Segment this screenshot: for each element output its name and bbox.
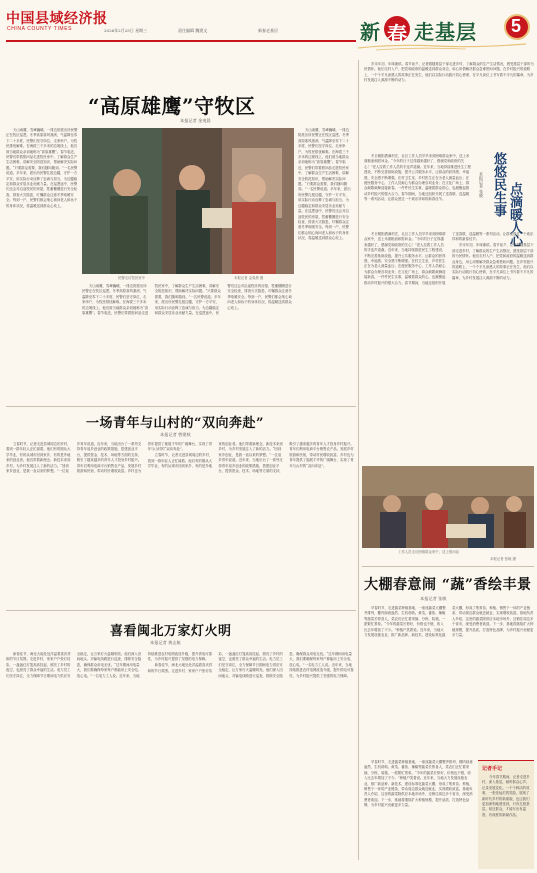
article1-headline: “高原雄鹰”守牧区	[88, 94, 256, 118]
article1-photo	[82, 128, 294, 274]
article1-col-1: 天山南麓，雪峰巍峨，一排边防派出所民警正在牧区巡逻。冬季高原寒风凛冽，气温降至零下二十多度，民警们坚守岗位，走家串户，为牧民排忧解难。在海拔三千多米的边境线上，他们被当地群众亲切地称为“高原雄鹰”。春节临近，民警们带着慰问品走进牧民家中，了解群众生产生活困难，讲解安全防范知识，帮助解决实际问题。“只要群众需要，我们随叫随到。”一名民警说道。多年来，派出所民警扎根边疆，守护一方平安，用实际行动诠释了忠诚与担当，为边疆稳定和群众安居乐业贡献力量。在巡逻途中，民警们还会对沿途牧民的房屋、牲畜棚圈进行安全检查，排查火灾隐患，叮嘱群众注意冬季取暖安全。每到一户，民警们都会细心询问老人和孩子的身体状况，将温暖送到群众心坎上。	[6, 128, 78, 208]
masthead-title-en: CHINA COUNTY TIMES	[7, 26, 73, 32]
article3-body-cont: 早春时节，走进蔬菜种植基地，一座座蔬菜大棚整齐排列，棚内绿意盎然，生机勃勃。黄瓜、番茄、辣椒等蔬菜长势喜人，菜农们正忙着采摘、分拣、装箱，一派繁忙景象。“今年的蔬菜长势好，价格也不错，收入比去年增加了不少。”种植户笑着说。近年来，当地大力发展设施农业，推广新品种、新技术，建设标准化蔬菜大棚，形成了集育苗、种植、销售于一体的产业链条，带动周边群众就近就业，实现增收致富。基地负责人介绍，这里的蔬菜除供应本地市场外，还销往周边多个省市，深受消费者欢迎。下一步，基地将继续扩大种植规模，提升品质，打造特色品牌，为乡村振兴贡献更多力量。	[364, 760, 473, 808]
sidebar-photo-credit: 本报记者 张晓 摄	[490, 557, 516, 561]
reporter-notes-box	[478, 760, 534, 869]
page-number: 5	[511, 16, 522, 36]
sidebar-intro: 岁末年初，年味渐浓。春节前夕，记者跟随基层干部走进乡村，了解群众的生产生活情况，感受基层干部的为民情怀。他们走村入户，把党和政府的温暖送到群众身边，用心用情解决群众急难愁盼问题。在乡村振兴的道路上，一个个平凡而感人的故事正在发生，他们以实际行动践行初心使命，在平凡岗位上书写着不平凡的篇章，为乡村发展注入源源不断的动力。	[364, 62, 534, 83]
masthead-rule	[6, 40, 356, 42]
masthead-title: 中国县域经济报	[6, 11, 108, 27]
article1-col-3: 天山南麓，雪峰巍峨，一排边防派出所民警正在牧区巡逻。冬季高原寒风凛冽，气温降至零下二十多度，民警们坚守岗位，走家串户，为牧民排忧解难。在海拔三千多米的边境线上，他们被当地群众亲切地称为“高原雄鹰”。春节临近，民警们带着慰问品走进牧民家中，了解群众生产生活困难，讲解安全防范知识，帮助解决实际问题。“只要群众需要，我们随叫随到。”一名民警说道。多年来，派出所民警扎根边疆，守护一方平安，用实际行动诠释了忠诚与担当，为边疆稳定和群众安居乐业贡献力量。在巡逻途中，民警们还会对沿途牧民的房屋、牲畜棚圈进行安全检查，排查火灾隐患，叮嘱群众注意冬季取暖安全。每到一户，民警们都会细心询问老人和孩子的身体状况，将温暖送到群众心坎上。	[298, 128, 351, 241]
article2-byline: 本报记者 曾建秋	[160, 432, 191, 437]
banner-text-spring: 春	[387, 22, 407, 46]
article3-body: 早春时节，走进蔬菜种植基地，一座座蔬菜大棚整齐排列，棚内绿意盎然，生机勃勃。黄瓜、番茄、辣椒等蔬菜长势喜人，菜农们正忙着采摘、分拣、装箱，一派繁忙景象。“今年的蔬菜长势好，价格也不错，收入比去年增加了不少。”种植户笑着说。近年来，当地大力发展设施农业，推广新品种、新技术，建设标准化蔬菜大棚，形成了集育苗、种植、销售于一体的产业链条，带动周边群众就近就业，实现增收致富。基地负责人介绍，这里的蔬菜除供应本地市场外，还销往周边多个省市，深受消费者欢迎。下一步，基地将继续扩大种植规模，提升品质，打造特色品牌，为乡村振兴贡献更多力量。	[364, 606, 534, 638]
reporter-notes-title: 记者手记	[482, 766, 503, 772]
article2-headline: 一场青年与山村的“双向奔赴”	[86, 416, 264, 431]
sidebar-divider	[358, 60, 359, 860]
sidebar-photo-caption: 工作人员走访困难群众家中，送上慰问品	[398, 550, 460, 554]
sidebar-col-left: 冬日暖阳洒满村庄，社区工作人员早早来到困难群众家中，送上米面粮油和慰问金。“今年的日子过得越来越好了，感谢党和政府的关心！”老人拉着工作人员的手连声道谢。近年来，当地持续推进民生工程建设，不断完善基础设施，提升公共服务水平，让群众的获得感、幸福感、安全感不断增强。在村卫生室，乡村医生正在为老人测量血压；在便民服务中心，工作人员耐心为群众办理各项业务；在文化广场上，群众载歌载舞迎接新春。一件件民生实事，温暖着群众的心，也凝聚起推动乡村振兴的强大合力。春节期间，当地还组织开展了送春联、送温暖等一系列活动，让群众度过一个欢乐祥和的新春佳节。	[364, 154, 471, 202]
banner-text-pre: 新	[360, 20, 380, 44]
sidebar-byline: 本报记者 张晓	[479, 172, 484, 198]
sidebar-title-2: 点滴暖人心	[507, 182, 522, 247]
sidebar-photo	[362, 466, 534, 548]
article1-photo-caption: 民警走访牧民家中	[118, 276, 146, 280]
banner-text-post: 走基层	[414, 20, 477, 44]
divider-left-2	[6, 610, 356, 611]
page-proof: 新春走基层	[258, 28, 278, 33]
page-editor: 责任编辑 魏建文	[178, 28, 208, 33]
sidebar-divider-2	[362, 566, 534, 567]
article1-col-2: 天山南麓，雪峰巍峨，一排边防派出所民警正在牧区巡逻。冬季高原寒风凛冽，气温降至零下二十多度，民警们坚守岗位，走家串户，为牧民排忧解难。在海拔三千多米的边境线上，他们被当地群众亲切地称为“高原雄鹰”。春节临近，民警们带着慰问品走进牧民家中，了解群众生产生活困难，讲解安全防范知识，帮助解决实际问题。“只要群众需要，我们随叫随到。”一名民警说道。多年来，派出所民警扎根边疆，守护一方平安，用实际行动诠释了忠诚与担当，为边疆稳定和群众安居乐业贡献力量。在巡逻途中，民警们还会对沿途牧民的房屋、牲畜棚圈进行安全检查，排查火灾隐患，叮嘱群众注意冬季取暖安全。每到一户，民警们都会细心询问老人和孩子的身体状况，将温暖送到群众心坎上。	[82, 284, 292, 316]
reporter-notes-body: 今年春节期间，记者走进乡村，深入基层，倾听群众心声，记录发展变化。一个个鲜活的故事，一张张灿烂的笑脸，展现了新时代乡村的新面貌，也让我们更加深刻地感受到，只有扎根基层、贴近群众，才能写出有温度、有深度的新闻作品。	[482, 775, 530, 817]
article4-headline: 喜看闽北万家灯火明	[110, 624, 232, 639]
masthead	[0, 0, 537, 60]
divider-left-1	[6, 406, 356, 407]
issue-date: 2026年2月25日 星期三	[104, 28, 148, 33]
section-banner	[356, 10, 534, 52]
article3-byline: 本报记者 张敏	[420, 596, 447, 601]
article4-byline: 本报记者 黄志航	[150, 640, 181, 645]
article2-body: 立春时节，记者走进县城周边的乡村，看到一群年轻人正忙碌着。他们有的刚从大学毕业，有的从城市回到家乡，有的是外地来的创业者。他们带着新理念、新技术来到乡村，为乡村发展注入了新的活力。“回到家乡创业，是我一直以来的梦想。”一位返乡青年说道。近年来，当地出台了一系列支持青年返乡创业的政策措施，搭建创业平台，提供资金、技术、场地等方面的支持，吸引了越来越多的青年人才投身乡村振兴。青年们利用电商平台销售农产品，发展乡村旅游和民宿，带动村民增收致富。乡村也为青年提供了施展才华的广阔舞台，实现了青年与山村的“双向奔赴”。 立春时节，记者走进县城周边的乡村，看到一群年轻人正忙碌着。他们有的刚从大学毕业，有的从城市回到家乡，有的是外地来的创业者。他们带着新理念、新技术来到乡村，为乡村发展注入了新的活力。“回到家乡创业，是我一直以来的梦想。”一位返乡青年说道。近年来，当地出台了一系列支持青年返乡创业的政策措施，搭建创业平台，提供资金、技术、场地等方面的支持，吸引了越来越多的青年人才投身乡村振兴。青年们利用电商平台销售农产品，发展乡村旅游和民宿，带动村民增收致富。乡村也为青年提供了施展才华的广阔舞台，实现了青年与山村的“双向奔赴”。	[6, 442, 354, 474]
article3-headline: 大棚春意闹 “蔬”香绘丰景	[364, 577, 532, 593]
article1-byline: 本报记者 金夷晨	[180, 118, 211, 123]
sidebar-col-body: 冬日暖阳洒满村庄，社区工作人员早早来到困难群众家中，送上米面粮油和慰问金。“今年的日子过得越来越好了，感谢党和政府的关心！”老人拉着工作人员的手连声道谢。近年来，当地持续推进民生工程建设，不断完善基础设施，提升公共服务水平，让群众的获得感、幸福感、安全感不断增强。在村卫生室，乡村医生正在为老人测量血压；在便民服务中心，工作人员耐心为群众办理各项业务；在文化广场上，群众载歌载舞迎接新春。一件件民生实事，温暖着群众的心，也凝聚起推动乡村振兴的强大合力。春节期间，当地还组织开展了送春联、送温暖等一系列活动，让群众度过一个欢乐祥和的新春佳节。 岁末年初，年味渐浓。春节前夕，记者跟随基层干部走进乡村，了解群众的生产生活情况，感受基层干部的为民情怀。他们走村入户，把党和政府的温暖送到群众身边，用心用情解决群众急难愁盼问题。在乡村振兴的道路上，一个个平凡而感人的故事正在发生，他们以实际行动践行初心使命，在平凡岗位上书写着不平凡的篇章，为乡村发展注入源源不断的动力。	[364, 232, 534, 285]
article4-body: 新春佳节，闽北大地处处洋溢着喜庆祥和的节日氛围。走进乡村，家家户户张灯结彩，一盏盏红灯笼高高挂起，照亮了乡村的夜空，也照亮了群众幸福的生活。电力员工们坚守岗位，全力保障节日期间电力供应安全稳定，让万家灯火温暖明亮。他们深入田间地头，对输电线路进行巡查，排除安全隐患，确保群众用电无忧。“过年期间用电量大，我们要确保每家每户都能用上安全电、放心电。”一名电力工人说。近年来，当地持续推进农村电网改造升级，提升供电可靠性，为乡村振兴提供了坚强的电力保障。 新春佳节，闽北大地处处洋溢着喜庆祥和的节日氛围。走进乡村，家家户户张灯结彩，一盏盏红灯笼高高挂起，照亮了乡村的夜空，也照亮了群众幸福的生活。电力员工们坚守岗位，全力保障节日期间电力供应安全稳定，让万家灯火温暖明亮。他们深入田间地头，对输电线路进行巡查，排除安全隐患，确保群众用电无忧。“过年期间用电量大，我们要确保每家每户都能用上安全电、放心电。”一名电力工人说。近年来，当地持续推进农村电网改造升级，提升供电可靠性，为乡村振兴提供了坚强的电力保障。	[6, 652, 354, 678]
article1-photo-credit: 本报记者 金夷晨 摄	[234, 276, 264, 280]
sidebar-title-1: 悠悠民生事	[491, 152, 506, 217]
